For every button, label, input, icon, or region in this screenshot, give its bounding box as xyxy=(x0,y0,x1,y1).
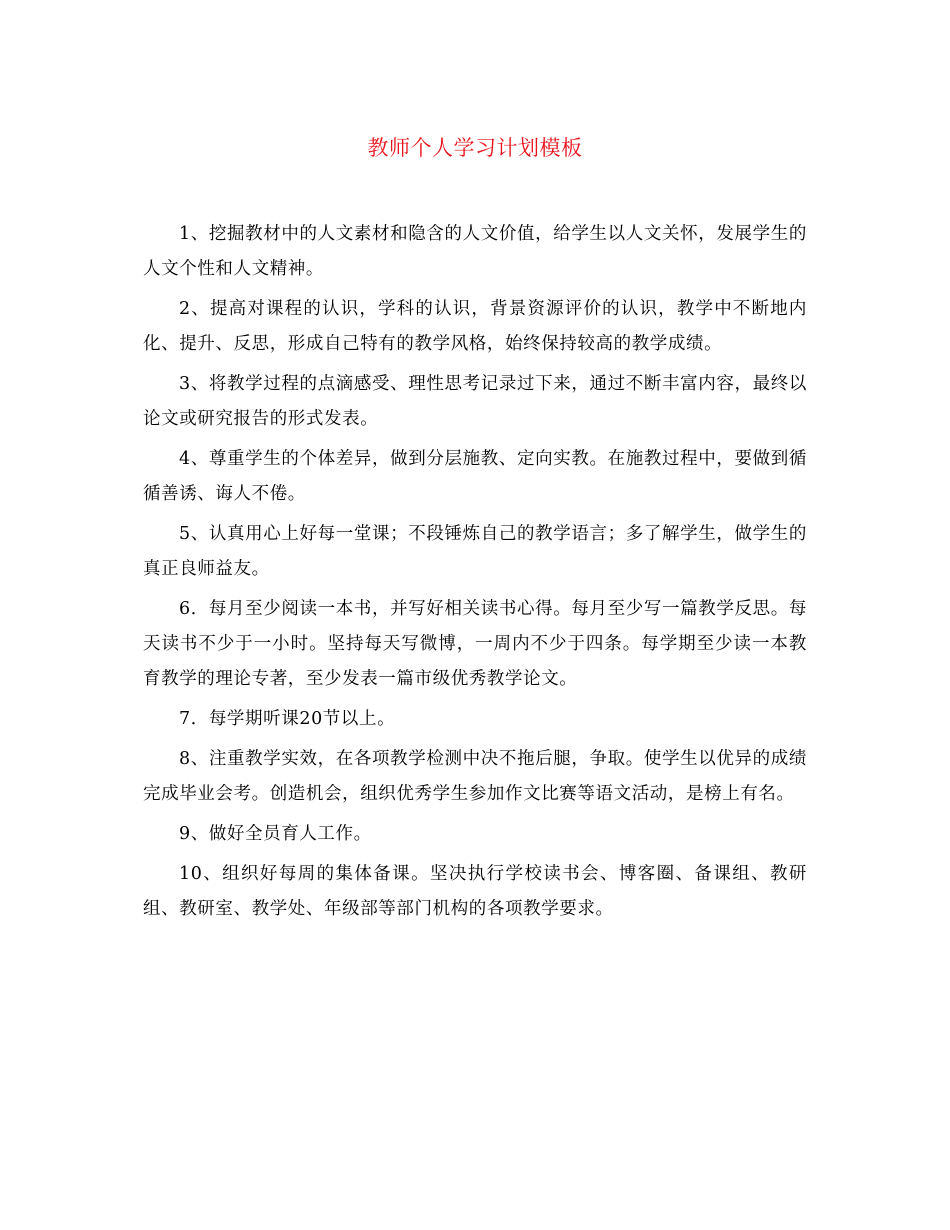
paragraph-4: 4、尊重学生的个体差异，做到分层施教、定向实教。在施教过程中，要做到循循善诱、诲人不倦。 xyxy=(143,449,807,504)
paragraph-2: 2、提高对课程的认识，学科的认识，背景资源评价的认识，教学中不断地内化、提升、反思，形成自己特有的教学风格，始终保持较高的教学成绩。 xyxy=(143,299,807,354)
paragraph-1: 1、挖掘教材中的人文素材和隐含的人文价值，给学生以人文关怀，发展学生的人文个性和人文精神。 xyxy=(143,224,807,279)
paragraph-6: 6．每月至少阅读一本书，并写好相关读书心得。每月至少写一篇教学反思。每天读书不少于一小时。坚持每天写微博，一周内不少于四条。每学期至少读一本教育教学的理论专著，至少发表一篇市级优秀教学论文。 xyxy=(143,599,807,689)
paragraph-3: 3、将教学过程的点滴感受、理性思考记录过下来，通过不断丰富内容，最终以论文或研究报告的形式发表。 xyxy=(143,374,807,429)
paragraph-9: 9、做好全员育人工作。 xyxy=(179,824,372,844)
paragraph-8: 8、注重教学实效，在各项教学检测中决不拖后腿，争取。使学生以优异的成绩完成毕业会考。创造机会，组织优秀学生参加作文比赛等语文活动，是榜上有名。 xyxy=(143,749,807,804)
paragraph-5: 5、认真用心上好每一堂课；不段锤炼自己的教学语言；多了解学生，做学生的真正良师益友。 xyxy=(143,524,807,579)
document-title: 教师个人学习计划模板 xyxy=(367,136,583,160)
paragraph-7: 7．每学期听课20节以上。 xyxy=(179,709,396,729)
paragraph-10: 10、组织好每周的集体备课。坚决执行学校读书会、博客圈、备课组、教研组、教研室、教学处、年级部等部门机构的各项教学要求。 xyxy=(143,864,807,919)
document-body xyxy=(143,217,807,932)
